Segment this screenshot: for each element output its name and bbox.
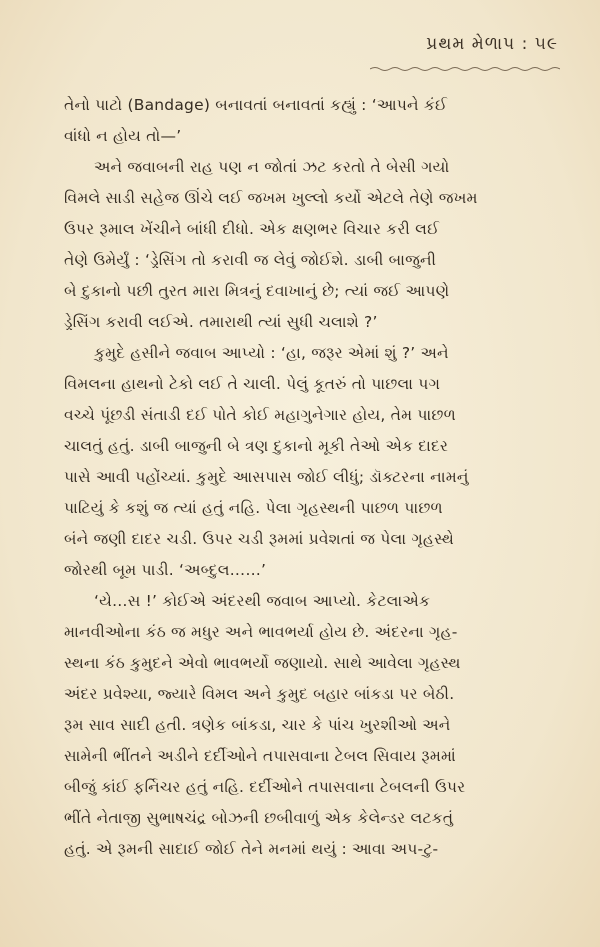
text-line: વચ્ચે પૂંછડી સંતાડી દઈ પોતે કોઈ મહાગુનેગાર હોય, તેમ પાછળ xyxy=(64,406,456,424)
text-line: રૂમ સાવ સાદી હતી. ત્રણેક બાંકડા, ચાર કે પાંચ ખુરશીઓ અને xyxy=(64,716,451,734)
text-line: અને જવાબની રાહ પણ ન જોતાં ઝટ કરતો તે બેસી ગયો xyxy=(94,158,450,176)
text-line: હતું. એ રૂમની સાદાઈ જોઈ તેને મનમાં થયું : આવા અપ-ટુ- xyxy=(64,840,439,858)
text-line: બે દુકાનો પછી તુરત મારા મિત્રનું દવાખાનું છે; ત્યાં જઈ આપણે xyxy=(64,282,450,300)
text-line: સામેની ભીંતને અડીને દર્દીઓને તપાસવાના ટેબલ સિવાય રૂમમાં xyxy=(64,747,456,765)
text-line: માનવીઓના કંઠ જ મધુર અને ભાવભર્યા હોય છે. અંદરના ગૃહ- xyxy=(64,623,458,641)
text-line: જોરથી બૂમ પાડી. ‘અબ્દુલ……’ xyxy=(64,561,267,579)
text-line: પાટિયું કે કશું જ ત્યાં હતું નહિ. પેલા ગૃહસ્થની પાછળ પાછળ xyxy=(64,499,443,517)
text-line: વાંધો ન હોય તો—’ xyxy=(64,127,182,145)
text-line: બંને જણી દાદર ચડી. ઉપર ચડી રૂમમાં પ્રવેશતાં જ પેલા ગૃહસ્થે xyxy=(64,530,455,548)
header-wavy-rule xyxy=(370,66,560,72)
text-line: તેનો પાટો (Bandage) બનાવતાં બનાવતાં કહ્યું : ‘આપને કંઈ xyxy=(64,96,448,114)
text-line: ચાલતું હતું. ડાબી બાજુની બે ત્રણ દુકાનો મૂકી તેઓ એક દાદર xyxy=(64,437,449,455)
text-line: તેણે ઉમેર્યું : ‘ડ્રેસિંગ તો કરાવી જ લેવું જોઈશે. ડાબી બાજુની xyxy=(64,251,437,269)
text-line: ‘યે…સ !’ કોઈએ અંદરથી જવાબ આપ્યો. કેટલાએક xyxy=(94,592,431,610)
text-line: અંદર પ્રવેશ્યા, જ્યારે વિમલ અને કુમુદ બહાર બાંકડા પર બેઠી. xyxy=(64,685,455,703)
text-line: કુમુદે હસીને જવાબ આપ્યો : ‘હા, જરૂર એમાં શું ?’ અને xyxy=(94,344,449,362)
text-line: બીજું કાંઈ ફર્નિચર હતું નહિ. દર્દીઓને તપાસવાના ટેબલની ઉપર xyxy=(64,778,466,796)
text-line: ઉપર રૂમાલ ખેંચીને બાંધી દીધો. એક ક્ષણભર વિચાર કરી લઈ xyxy=(64,220,440,238)
text-line: વિમલના હાથનો ટેકો લઈ તે ચાલી. પેલું કૂતરું તો પાછલા પગ xyxy=(64,375,441,393)
text-line: ડ્રેસિંગ કરાવી લઈએ. તમારાથી ત્યાં સુધી ચલાશે ?’ xyxy=(64,313,378,331)
body-text xyxy=(64,90,564,865)
text-line: ભીંતે નેતાજી સુભાષચંદ્ર બોઝની છબીવાળું એક કેલેન્ડર લટકતું xyxy=(64,809,454,827)
running-head: પ્રથમ મેળાપ : ૫૯ xyxy=(426,34,558,54)
text-line: પાસે આવી પહોંચ્યાં. કુમુદે આસપાસ જોઈ લીધું; ડૉક્ટરના નામનું xyxy=(64,468,469,486)
text-line: સ્થના કંઠ કુમુદને એવો ભાવભર્યો જણાયો. સાથે આવેલા ગૃહસ્થ xyxy=(64,654,461,672)
text-line: વિમલે સાડી સહેજ ઊંચે લઈ જખમ ખુલ્લો કર્યો એટલે તેણે જખમ xyxy=(64,189,478,207)
